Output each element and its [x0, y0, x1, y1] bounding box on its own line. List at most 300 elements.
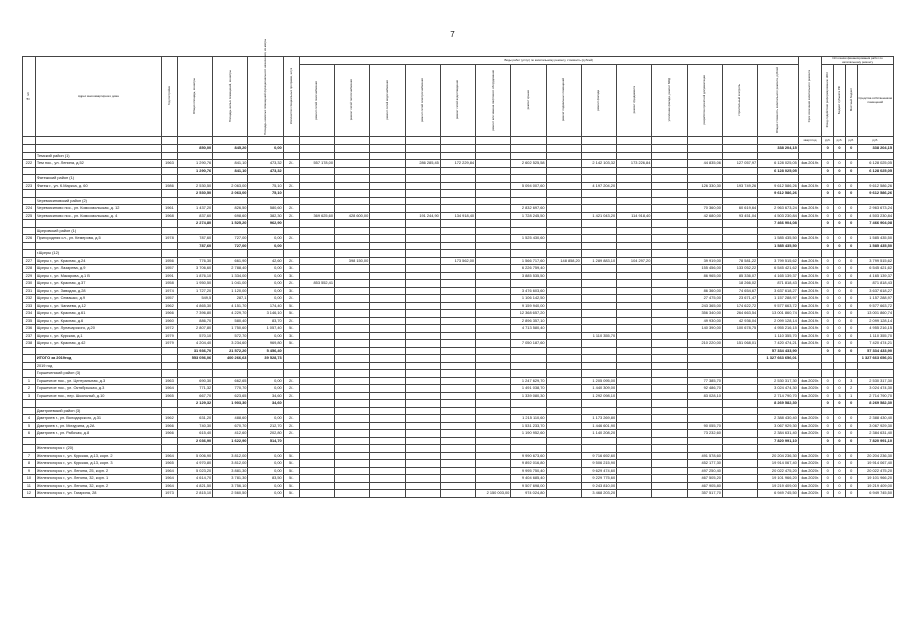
table-cell — [370, 175, 405, 183]
table-cell: 9 577 663,72 — [857, 302, 893, 310]
table-cell: 0 — [845, 280, 857, 288]
section-title: 2019 год — [35, 362, 161, 370]
table-cell: 42,60 — [248, 257, 283, 265]
table-cell: Щигры г., ул. Луначарского, д.20 — [35, 325, 161, 333]
table-cell — [370, 197, 405, 205]
table-cell: 0 — [834, 182, 846, 190]
table-cell: 193 749,26 — [722, 182, 757, 190]
table-cell: 3 799 515,62 — [758, 257, 799, 265]
table-cell: 0 — [822, 205, 834, 213]
table-cell: 0 — [845, 310, 857, 318]
table-cell: 20 022 475,20 — [758, 467, 799, 475]
table-cell — [581, 272, 616, 280]
table-cell: 0 — [834, 490, 846, 498]
table-cell: 3 637 618,27 — [758, 287, 799, 295]
table-cell — [440, 280, 475, 288]
table-cell: 1966 — [161, 430, 177, 438]
table-cell — [722, 422, 757, 430]
table-cell — [476, 197, 511, 205]
table-cell: 11 — [23, 482, 36, 490]
table-cell: 6 226 759,40 — [511, 265, 546, 273]
table-cell — [546, 430, 581, 438]
table-cell: 2/- — [283, 212, 299, 220]
table-cell — [299, 325, 334, 333]
table-cell — [405, 475, 440, 483]
table-cell — [476, 460, 511, 468]
table-cell: 19 101 966,20 — [758, 475, 799, 483]
table-cell — [476, 437, 511, 445]
table-cell — [546, 392, 581, 400]
table-cell — [405, 467, 440, 475]
table-cell — [546, 400, 581, 408]
table-cell — [617, 302, 652, 310]
table-cell: 2/- — [283, 280, 299, 288]
table-cell: 134 918,40 — [440, 212, 475, 220]
table-cell: 2/- — [283, 392, 299, 400]
table-cell — [161, 175, 177, 183]
table-cell — [546, 197, 581, 205]
table-cell — [476, 175, 511, 183]
table-cell — [405, 295, 440, 303]
table-cell: 3 781,30 — [213, 475, 248, 483]
table-cell — [722, 445, 757, 453]
table-cell — [299, 332, 334, 340]
table-cell — [834, 362, 846, 370]
table-cell: 2 150 003,00 — [476, 490, 511, 498]
table-cell: 412,60 — [213, 430, 248, 438]
table-cell: 174 622,72 — [722, 302, 757, 310]
table-cell — [299, 250, 334, 258]
table-cell: 4кв.2019г. — [798, 287, 822, 295]
table-cell: 2 129,32 — [177, 400, 212, 408]
table-cell: 2/- — [283, 415, 299, 423]
table-cell: Щигры г., ул. Заводая, д.28 — [35, 287, 161, 295]
table-cell — [299, 392, 334, 400]
table-cell: 974 024,80 — [511, 490, 546, 498]
table-cell: 3 067 929,30 — [758, 422, 799, 430]
table-cell — [758, 250, 799, 258]
table-cell — [370, 430, 405, 438]
table-cell: 473,32 — [248, 160, 283, 168]
table-cell: 4кв.2020г. — [798, 392, 822, 400]
table-cell: 0 — [822, 257, 834, 265]
table-cell: 3 468 203,20 — [581, 490, 616, 498]
table-cell: 400 266,63 — [213, 355, 248, 363]
table-cell — [617, 175, 652, 183]
table-cell — [652, 220, 687, 228]
table-cell — [617, 370, 652, 378]
table-cell — [23, 197, 36, 205]
table-cell — [177, 370, 212, 378]
table-cell — [617, 437, 652, 445]
table-cell — [335, 152, 370, 160]
table-cell — [798, 242, 822, 250]
table-cell — [652, 377, 687, 385]
subtotal-row — [23, 167, 894, 175]
table-cell — [161, 362, 177, 370]
table-cell — [23, 145, 36, 153]
table-cell — [161, 400, 177, 408]
table-cell — [617, 280, 652, 288]
table-row — [23, 452, 894, 460]
table-cell — [299, 355, 334, 363]
table-cell: 236 — [23, 325, 36, 333]
table-cell — [652, 227, 687, 235]
table-cell — [546, 482, 581, 490]
table-cell — [546, 325, 581, 333]
table-cell: 4кв.2019г. — [798, 317, 822, 325]
table-cell — [798, 190, 822, 198]
table-cell: 6 128 025,05 — [758, 160, 799, 168]
table-cell: 0 — [822, 287, 834, 295]
table-cell — [335, 220, 370, 228]
table-cell: 661,90 — [213, 257, 248, 265]
table-cell — [652, 490, 687, 498]
table-cell: 580,60 — [248, 205, 283, 213]
table-cell — [722, 235, 757, 243]
table-cell — [822, 197, 834, 205]
table-cell — [722, 400, 757, 408]
table-cell — [476, 190, 511, 198]
section-row — [23, 152, 894, 160]
table-cell: 2 530,50 — [177, 190, 212, 198]
table-cell: 0 — [822, 392, 834, 400]
table-cell — [23, 400, 36, 408]
table-cell: 4кв.2019г. — [798, 332, 822, 340]
table-cell: 0,00 — [248, 287, 283, 295]
table-cell — [546, 160, 581, 168]
table-cell — [687, 250, 722, 258]
table-cell — [581, 250, 616, 258]
table-cell — [617, 235, 652, 243]
table-cell — [798, 220, 822, 228]
table-cell — [405, 197, 440, 205]
table-cell — [213, 370, 248, 378]
table-cell: 0 — [845, 437, 857, 445]
table-body — [23, 145, 894, 498]
table-cell: 1957 — [161, 265, 177, 273]
section-row — [23, 370, 894, 378]
table-cell — [687, 445, 722, 453]
table-cell — [546, 385, 581, 393]
table-cell — [177, 175, 212, 183]
table-cell — [440, 460, 475, 468]
table-cell: 1 110 355,70 — [857, 332, 893, 340]
table-cell: 0 — [822, 460, 834, 468]
table-cell — [722, 430, 757, 438]
table-cell — [511, 190, 546, 198]
table-cell — [213, 227, 248, 235]
table-cell — [845, 355, 857, 363]
table-cell — [652, 212, 687, 220]
table-cell: 841,10 — [213, 167, 248, 175]
table-cell — [370, 212, 405, 220]
table-cell — [35, 167, 161, 175]
table-cell: 398 150,00 — [335, 257, 370, 265]
table-cell: 226 — [23, 235, 36, 243]
table-cell — [845, 250, 857, 258]
table-cell: 5/- — [283, 482, 299, 490]
table-cell: 9 507 698,00 — [511, 482, 546, 490]
table-cell — [335, 182, 370, 190]
table-cell — [581, 340, 616, 348]
table-cell: 148 858,20 — [546, 257, 581, 265]
table-cell — [652, 400, 687, 408]
table-cell — [440, 422, 475, 430]
table-cell: 0 — [845, 235, 857, 243]
table-cell: 6 128 025,05 — [758, 167, 799, 175]
table-cell — [617, 205, 652, 213]
table-cell: 42 680,00 — [687, 212, 722, 220]
header-source: Средства собственников помещений — [857, 65, 893, 137]
table-cell — [758, 227, 799, 235]
table-cell — [35, 437, 161, 445]
table-cell — [546, 490, 581, 498]
table-cell: 1 446 601,90 — [581, 422, 616, 430]
table-cell: 1 057,40 — [248, 325, 283, 333]
table-cell — [476, 295, 511, 303]
table-cell — [822, 227, 834, 235]
table-cell: 9 612 586,26 — [857, 182, 893, 190]
table-cell — [299, 182, 334, 190]
table-cell: 0 — [822, 437, 834, 445]
table-cell — [370, 287, 405, 295]
table-cell — [476, 250, 511, 258]
subtotal-row — [23, 220, 894, 228]
table-cell — [476, 302, 511, 310]
table-cell — [687, 220, 722, 228]
table-cell — [617, 272, 652, 280]
table-cell — [476, 415, 511, 423]
table-cell — [299, 295, 334, 303]
table-cell: 0 — [834, 437, 846, 445]
table-cell: 4кв.2019г. — [798, 235, 822, 243]
table-cell — [617, 467, 652, 475]
table-cell: 1979 — [161, 332, 177, 340]
table-cell — [405, 235, 440, 243]
table-cell — [617, 145, 652, 153]
table-cell: 0 — [845, 400, 857, 408]
table-cell — [370, 407, 405, 415]
table-cell: 1 585 435,50 — [758, 242, 799, 250]
table-cell — [370, 340, 405, 348]
table-cell — [581, 280, 616, 288]
table-cell — [335, 175, 370, 183]
table-cell — [370, 272, 405, 280]
table-cell: 623,65 — [213, 392, 248, 400]
table-cell: 0 — [845, 452, 857, 460]
table-cell — [440, 482, 475, 490]
table-cell — [405, 400, 440, 408]
table-cell — [405, 220, 440, 228]
table-cell — [652, 415, 687, 423]
table-cell — [335, 437, 370, 445]
section-row — [23, 362, 894, 370]
table-cell — [511, 407, 546, 415]
unit-label: руб. — [845, 137, 857, 145]
table-cell — [23, 227, 36, 235]
table-cell — [617, 182, 652, 190]
table-cell — [370, 377, 405, 385]
table-row — [23, 257, 894, 265]
table-cell — [370, 437, 405, 445]
table-cell: 4 229,70 — [213, 310, 248, 318]
table-cell — [845, 175, 857, 183]
table-cell: 6 — [23, 430, 36, 438]
table-cell — [722, 347, 757, 355]
table-cell — [248, 250, 283, 258]
table-cell — [511, 152, 546, 160]
table-cell — [798, 370, 822, 378]
table-cell: 1 585 435,50 — [857, 242, 893, 250]
table-cell: 0 — [822, 325, 834, 333]
table-cell: 49 930,00 — [687, 317, 722, 325]
header-type: ремонт крыши — [511, 65, 546, 137]
table-cell: 0 — [834, 385, 846, 393]
table-cell — [617, 250, 652, 258]
section-title: Щигровский район (1) — [35, 227, 161, 235]
table-cell: 0 — [834, 325, 846, 333]
table-cell — [546, 317, 581, 325]
table-cell: 2 063,00 — [213, 182, 248, 190]
section-title: Фатежский район (1) — [35, 175, 161, 183]
table-cell: 727,00 — [213, 242, 248, 250]
table-cell: 2 815,10 — [177, 490, 212, 498]
table-cell: 3 476 603,60 — [511, 287, 546, 295]
table-cell — [758, 362, 799, 370]
table-cell — [440, 287, 475, 295]
table-cell: 0,00 — [248, 280, 283, 288]
subtotal-row — [23, 190, 894, 198]
table-cell — [405, 265, 440, 273]
table-cell: 0 — [822, 317, 834, 325]
table-cell — [405, 377, 440, 385]
table-row — [23, 317, 894, 325]
table-cell: 1 110 355,70 — [581, 332, 616, 340]
table-cell: 0,00 — [248, 332, 283, 340]
section-title: Дмитриевский район (3) — [35, 407, 161, 415]
table-cell — [335, 377, 370, 385]
table-cell: 3 024 474,30 — [857, 385, 893, 393]
table-cell — [652, 205, 687, 213]
table-cell — [370, 362, 405, 370]
table-cell — [370, 325, 405, 333]
table-cell: 467 505,20 — [687, 475, 722, 483]
table-cell — [299, 467, 334, 475]
table-cell — [546, 475, 581, 483]
table-cell: 3 799 515,62 — [857, 257, 893, 265]
table-cell: 4кв.2019г. — [798, 182, 822, 190]
table-cell — [283, 152, 299, 160]
table-cell — [652, 152, 687, 160]
table-cell — [546, 220, 581, 228]
table-cell — [440, 362, 475, 370]
table-cell — [370, 235, 405, 243]
table-cell — [476, 145, 511, 153]
page-number: 7 — [450, 30, 455, 39]
section-row — [23, 250, 894, 258]
header-total-cost: Общая стоимость капитального ремонта, рублей — [758, 65, 799, 137]
table-cell — [440, 407, 475, 415]
table-cell — [687, 400, 722, 408]
table-cell — [546, 460, 581, 468]
table-row — [23, 212, 894, 220]
table-row — [23, 332, 894, 340]
table-cell: 19 219 409,00 — [758, 482, 799, 490]
table-cell: 3 812,00 — [213, 452, 248, 460]
table-cell — [687, 190, 722, 198]
table-cell: 1 566 717,60 — [511, 257, 546, 265]
table-cell: 114 918,40 — [617, 212, 652, 220]
table-cell — [617, 152, 652, 160]
table-cell — [283, 400, 299, 408]
table-cell — [652, 145, 687, 153]
table-cell — [546, 407, 581, 415]
table-cell: 3 — [845, 377, 857, 385]
table-cell — [440, 167, 475, 175]
table-cell — [161, 145, 177, 153]
table-cell: 2 036,90 — [177, 437, 212, 445]
table-cell: 4 503 230,84 — [857, 212, 893, 220]
table-cell: 1 215 110,60 — [511, 415, 546, 423]
table-cell: 491 578,60 — [687, 452, 722, 460]
table-cell — [546, 190, 581, 198]
table-cell: 4кв.2020г. — [798, 482, 822, 490]
table-cell — [370, 482, 405, 490]
table-cell: 44 835,06 — [687, 160, 722, 168]
table-cell — [335, 205, 370, 213]
table-cell: 1964 — [161, 452, 177, 460]
table-cell — [476, 385, 511, 393]
table-cell — [335, 445, 370, 453]
table-cell — [546, 302, 581, 310]
table-cell: 12 — [23, 490, 36, 498]
table-cell — [758, 445, 799, 453]
table-cell — [283, 220, 299, 228]
header-year: Год постройки — [161, 57, 177, 137]
table-cell: 0 — [845, 460, 857, 468]
table-cell: 473,32 — [248, 167, 283, 175]
table-cell — [581, 347, 616, 355]
table-row — [23, 475, 894, 483]
table-cell — [617, 475, 652, 483]
table-cell: 90 055,70 — [687, 422, 722, 430]
table-cell: 3/- — [283, 287, 299, 295]
table-row — [23, 265, 894, 273]
table-cell — [476, 167, 511, 175]
table-cell — [722, 242, 757, 250]
table-cell — [440, 295, 475, 303]
table-cell — [335, 287, 370, 295]
table-cell — [546, 272, 581, 280]
table-row — [23, 295, 894, 303]
table-cell — [652, 325, 687, 333]
table-cell: 230 — [23, 280, 36, 288]
table-cell — [722, 460, 757, 468]
table-cell: 1 120,00 — [213, 287, 248, 295]
table-cell: 7 466 904,08 — [857, 220, 893, 228]
header-unit-row — [23, 137, 894, 145]
table-cell — [546, 452, 581, 460]
table-cell — [652, 182, 687, 190]
header-type: ремонт сетей теплоснабжения — [335, 65, 370, 137]
table-cell — [213, 175, 248, 183]
table-cell — [476, 332, 511, 340]
table-cell: 0 — [822, 265, 834, 273]
table-cell: 0 — [845, 317, 857, 325]
table-cell: 0 — [845, 332, 857, 340]
table-cell — [581, 370, 616, 378]
